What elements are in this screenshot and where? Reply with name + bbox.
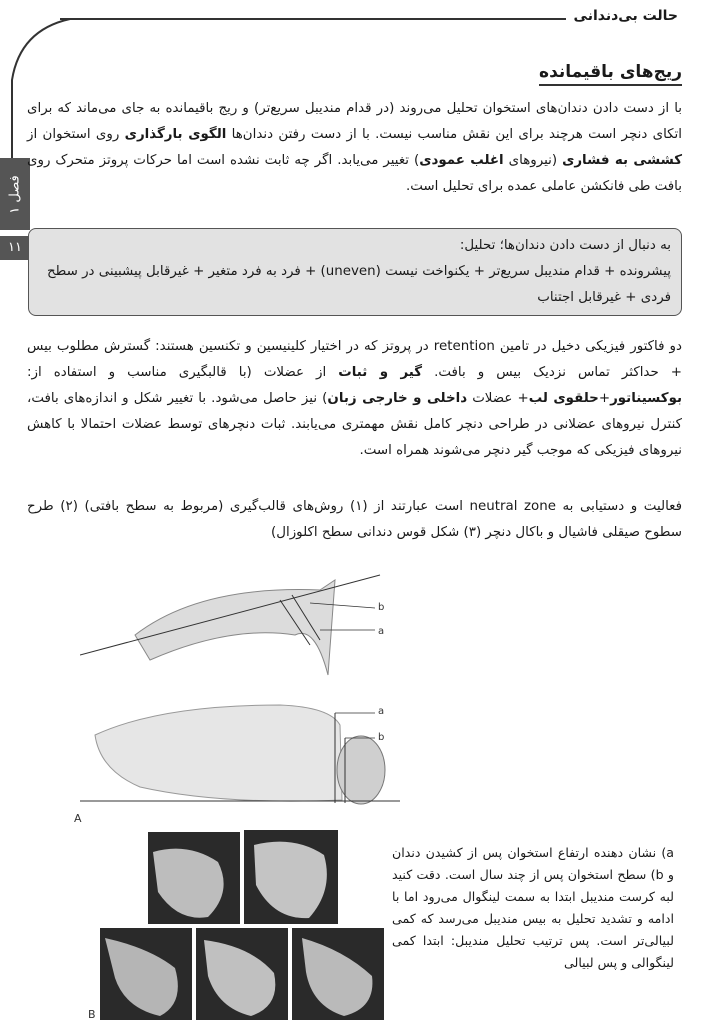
radiograph-1	[148, 832, 240, 924]
radiograph-5	[292, 928, 384, 1020]
label-a-top: a	[378, 626, 385, 637]
running-header: حالت بی‌دندانی	[566, 8, 686, 24]
label-b-bottom: b	[378, 732, 385, 743]
summary-box-body: پیشرونده + قدام مندیبل سریع‌تر + یکنواخت نیست (uneven) + فرد به فرد متغیر + غیرقابل پیشبینی در سطح فردی + غیرقابل اجتناب	[46, 264, 671, 305]
figure-label-a: A	[74, 812, 82, 825]
summary-box	[28, 228, 682, 316]
paragraph-2: دو فاکتور فیزیکی دخیل در تامین retention در پروتز که در اختیار کلینیسین و تکنسین هستند: گسترش مطلوب بیس + حداکثر تماس نزدیک بیس و بافت. گیر و ثبات از عضلات (با قالبگیری مناسب و استفاده از: بوکسیناتور+حلقوی لب+ عضلات داخلی و خارجی زبان) نیز حاصل می‌شود. با تغییر شکل و اندازه‌های بافت، کنترل نیروهای عضلانی در طراحی دنچر کامل نقش مهمتری می‌یابند. ثبات دنچرهای توسط عضلات احتمالا با کاهش نیروهای فیزیکی که موجب گیر دنچر می‌شوند همراه است.	[27, 339, 682, 458]
paragraph-3: فعالیت و دستیابی به neutral zone است عبارتند از (۱) روش‌های قالب‌گیری (مربوط به سطح بافتی) (۲) طرح سطوح صیقلی فاشیال و باکال دنچر (۳) شکل قوس دندانی سطح اکلوزال)	[27, 499, 683, 540]
label-a-bottom: a	[378, 706, 385, 717]
chapter-tab	[0, 158, 30, 230]
paragraph-1: با از دست دادن دندان‌های استخوان تحلیل می‌روند (در قدام مندیبل سریع‌تر) و ریج باقیمانده به جای می‌ماند که برای اتکای دنچر است هرچند برای این نقش مناسب نیست. با از دست رفتن دندان‌ها الگوی بارگذاری روی استخوان از کششی به فشاری (نیروهای اغلب عمودی) تغییر می‌یابد. اگر چه ثابت نشده است اما حرکات پروتز متحرک روی بافت طی فانکشن عاملی عمده برای تحلیل است.	[27, 101, 683, 194]
summary-box-heading: به دنبال از دست دادن دندان‌ها؛ تحلیل:	[459, 238, 671, 253]
chapter-label: فصل ۱	[7, 174, 23, 214]
header-rule	[60, 18, 605, 20]
figure-label-b: B	[88, 1008, 96, 1021]
mandible-diagram	[80, 555, 410, 825]
figure-caption: a) نشان دهنده ارتفاع استخوان پس از کشیدن دندان و b) سطح استخوان پس از چند سال است. دقت کنید لبه کرست مندیبل ابتدا به سمت لینگوال می‌رود اما با ادامه و تشدید تحلیل به بیس مندیبل می‌رسد که کمی لبیالی‌تر است. پس ترتیب تحلیل مندیبل: ابتدا کمی لینگوالی و پس لبیالی	[392, 845, 675, 970]
label-b-top: b	[378, 602, 385, 613]
section-title: ریج‌های باقیمانده	[539, 62, 682, 86]
radiograph-3	[100, 928, 192, 1020]
radiograph-2	[244, 830, 338, 924]
radiograph-4	[196, 928, 288, 1020]
page-number: ۱۱	[0, 236, 30, 260]
